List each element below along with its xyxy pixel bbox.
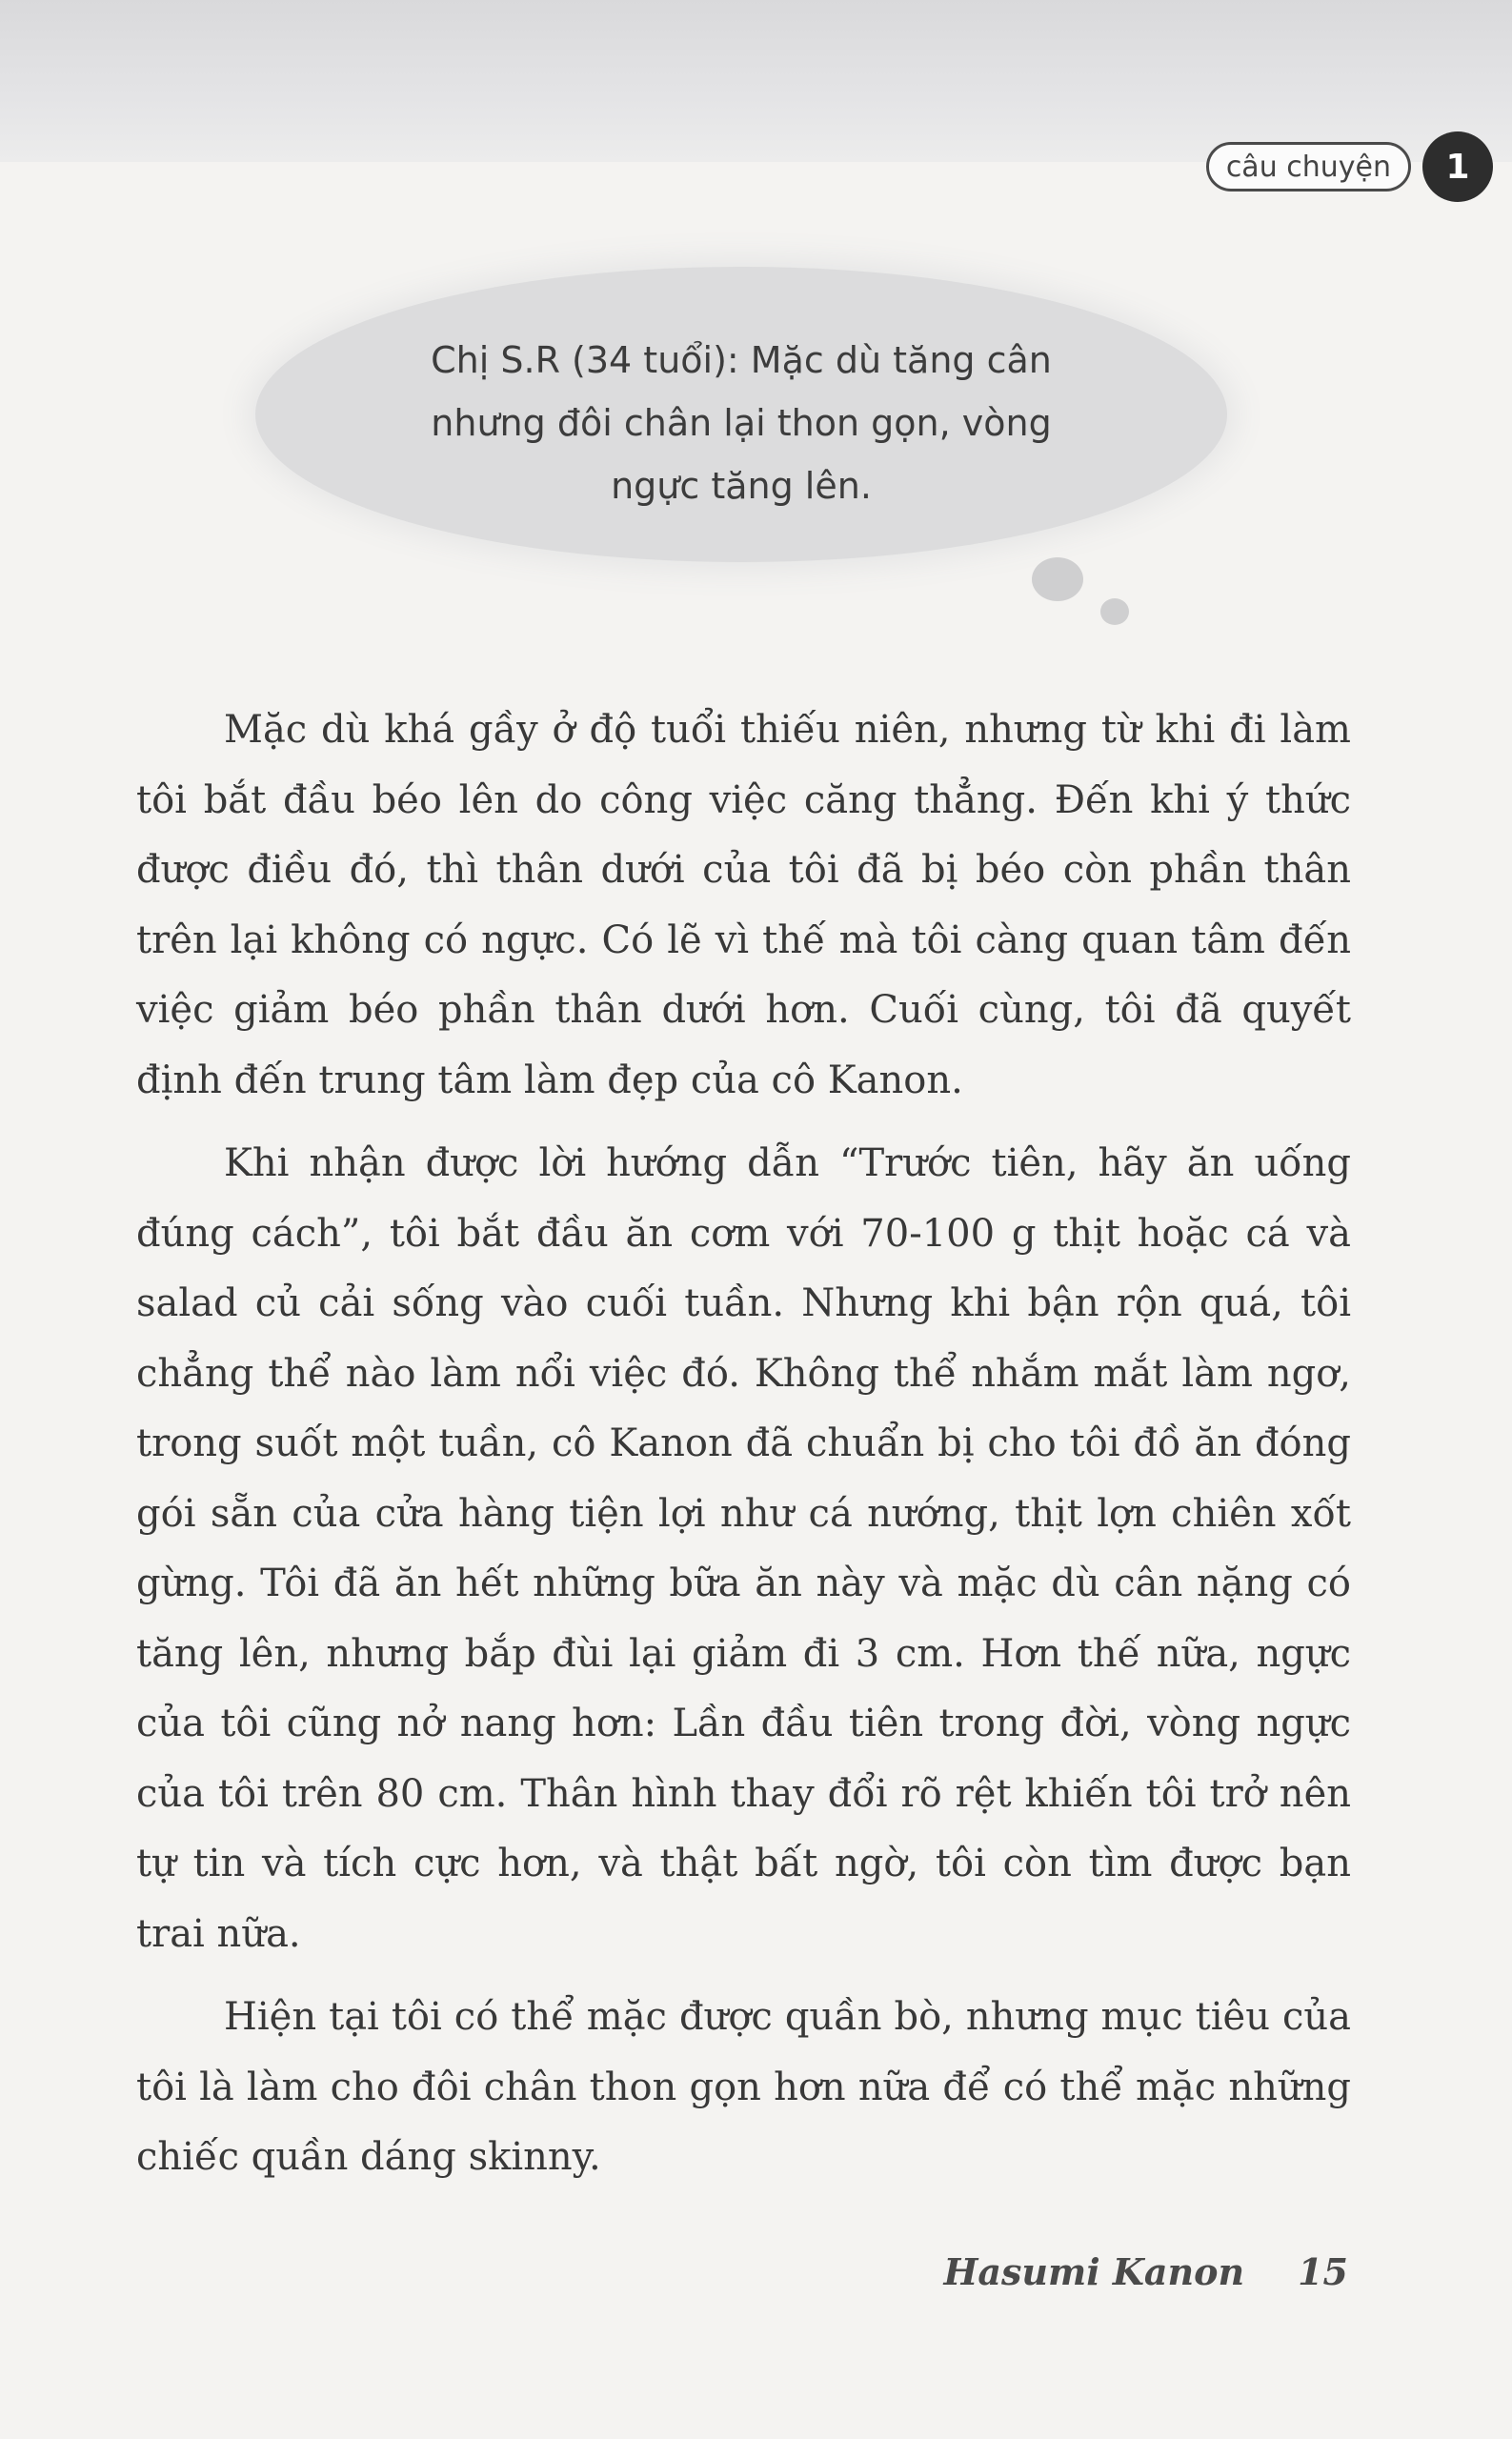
story-body <box>136 695 1351 2207</box>
section-label-cloud <box>1206 142 1411 191</box>
chapter-number-badge <box>1422 131 1493 202</box>
story-heading <box>255 329 1227 517</box>
body-paragraph: Mặc dù khá gầy ở độ tuổi thiếu niên, nhưng từ khi đi làm tôi bắt đầu béo lên do công việc căng thẳng. Đến khi ý thức được điều đó, thì thân dưới của tôi đã bị béo còn phần thân trên lại không có ngực. Có lẽ vì thế mà tôi càng quan tâm đến việc giảm béo phần thân dưới hơn. Cuối cùng, tôi đã quyết định đến trung tâm làm đẹp của cô Kanon. <box>136 708 1351 1102</box>
story-heading-line: ngực tăng lên. <box>611 465 872 507</box>
body-paragraph: Khi nhận được lời hướng dẫn “Trước tiên, hãy ăn uống đúng cách”, tôi bắt đầu ăn cơm với 70-100 g thịt hoặc cá và salad củ cải sống vào cuối tuần. Nhưng khi bận rộn quá, tôi chẳng thể nào làm nổi việc đó. Không thể nhắm mắt làm ngơ, trong suốt một tuần, cô Kanon đã chuẩn bị cho tôi đồ ăn đóng gói sẵn của cửa hàng tiện lợi như cá nướng, thịt lợn chiên xốt gừng. Tôi đã ăn hết những bữa ăn này và mặc dù cân nặng có tăng lên, nhưng bắp đùi lại giảm đi 3 cm. Hơn thế nữa, ngực của tôi cũng nở nang hơn: Lần đầu tiên trong đời, vòng ngực của tôi trên 80 cm. Thân hình thay đổi rõ rệt khiến tôi trở nên tự tin và tích cực hơn, và thật bất ngờ, tôi còn tìm được bạn trai nữa. <box>136 1141 1351 1956</box>
chapter-number: 1 <box>1445 147 1470 187</box>
author-name: Hasumi Kanon <box>943 2250 1245 2293</box>
page-number: 15 <box>1298 2250 1348 2293</box>
thought-bubble-dot-large <box>1032 557 1083 601</box>
story-heading-line: Chị S.R (34 tuổi): Mặc dù tăng cân <box>431 339 1052 381</box>
thought-bubble-dot-small <box>1100 598 1129 625</box>
chapter-header <box>1206 131 1493 202</box>
page-footer <box>943 2250 1348 2293</box>
body-paragraph: Hiện tại tôi có thể mặc được quần bò, nhưng mục tiêu của tôi là làm cho đôi chân thon gọn hơn nữa để có thể mặc những chiếc quần dáng skinny. <box>136 1995 1351 2179</box>
story-heading-line: nhưng đôi chân lại thon gọn, vòng <box>431 402 1052 444</box>
section-label: câu chuyện <box>1225 150 1391 184</box>
